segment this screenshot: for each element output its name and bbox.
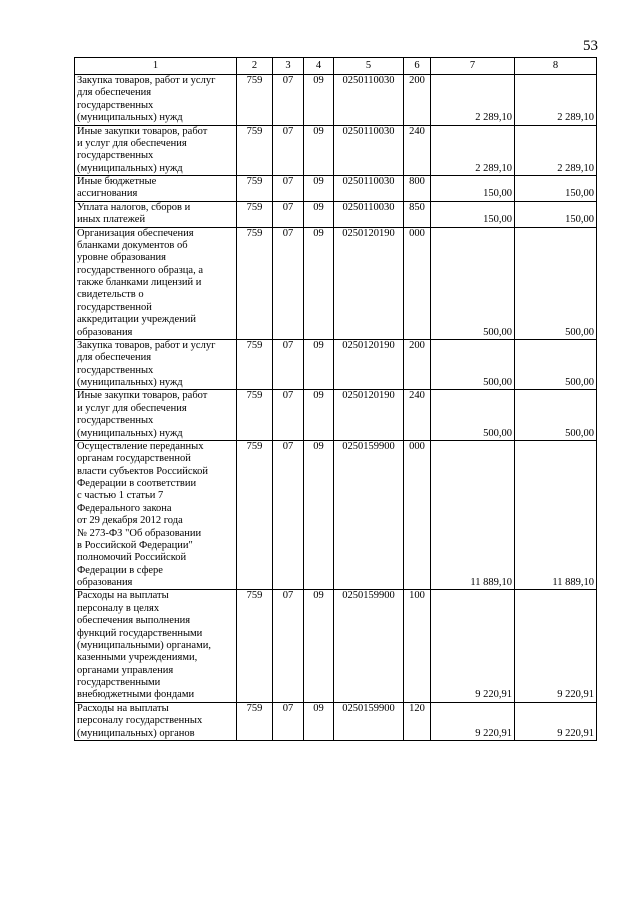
amount-col7: 9 220,91 bbox=[431, 702, 515, 740]
column-header: 1 bbox=[75, 58, 237, 75]
table-row bbox=[75, 75, 597, 126]
table-row bbox=[75, 590, 597, 702]
amount-col7: 500,00 bbox=[431, 390, 515, 441]
table-row bbox=[75, 390, 597, 441]
column-header: 8 bbox=[515, 58, 597, 75]
expenditure-name: Закупка товаров, работ и услуг для обеспечения государственных (муниципальных) нужд bbox=[75, 75, 237, 126]
table-row bbox=[75, 440, 597, 590]
amount-col7: 2 289,10 bbox=[431, 75, 515, 126]
amount-col8: 9 220,91 bbox=[515, 590, 597, 702]
amount-col8: 500,00 bbox=[515, 227, 597, 339]
target-article-code: 0250159900 bbox=[334, 702, 404, 740]
budget-table bbox=[74, 57, 597, 741]
amount-col8: 150,00 bbox=[515, 176, 597, 202]
amount-col7: 9 220,91 bbox=[431, 590, 515, 702]
expense-type-code: 240 bbox=[404, 125, 431, 176]
table-body bbox=[75, 75, 597, 741]
table-row bbox=[75, 125, 597, 176]
expense-type-code: 240 bbox=[404, 390, 431, 441]
subsection-code: 09 bbox=[304, 339, 334, 390]
table-row bbox=[75, 176, 597, 202]
ministry-code: 759 bbox=[237, 227, 273, 339]
table-row bbox=[75, 201, 597, 227]
section-code: 07 bbox=[273, 125, 304, 176]
expense-type-code: 000 bbox=[404, 227, 431, 339]
section-code: 07 bbox=[273, 176, 304, 202]
section-code: 07 bbox=[273, 590, 304, 702]
section-code: 07 bbox=[273, 440, 304, 590]
ministry-code: 759 bbox=[237, 125, 273, 176]
section-code: 07 bbox=[273, 339, 304, 390]
column-header: 2 bbox=[237, 58, 273, 75]
expenditure-name: Организация обеспечения бланками документов об уровне образования государственного образца, а также бланками лицензий и свидетельств о государственной аккредитации учреждений образования bbox=[75, 227, 237, 339]
amount-col8: 500,00 bbox=[515, 339, 597, 390]
amount-col8: 9 220,91 bbox=[515, 702, 597, 740]
section-code: 07 bbox=[273, 227, 304, 339]
section-code: 07 bbox=[273, 201, 304, 227]
ministry-code: 759 bbox=[237, 75, 273, 126]
column-header: 7 bbox=[431, 58, 515, 75]
target-article-code: 0250110030 bbox=[334, 176, 404, 202]
page-number: 53 bbox=[583, 38, 598, 54]
expense-type-code: 200 bbox=[404, 339, 431, 390]
target-article-code: 0250110030 bbox=[334, 201, 404, 227]
target-article-code: 0250120190 bbox=[334, 227, 404, 339]
amount-col7: 2 289,10 bbox=[431, 125, 515, 176]
subsection-code: 09 bbox=[304, 227, 334, 339]
expense-type-code: 120 bbox=[404, 702, 431, 740]
target-article-code: 0250159900 bbox=[334, 440, 404, 590]
section-code: 07 bbox=[273, 390, 304, 441]
target-article-code: 0250120190 bbox=[334, 390, 404, 441]
expense-type-code: 850 bbox=[404, 201, 431, 227]
amount-col7: 500,00 bbox=[431, 227, 515, 339]
expenditure-name: Уплата налогов, сборов и иных платежей bbox=[75, 201, 237, 227]
subsection-code: 09 bbox=[304, 75, 334, 126]
amount-col8: 150,00 bbox=[515, 201, 597, 227]
ministry-code: 759 bbox=[237, 702, 273, 740]
ministry-code: 759 bbox=[237, 590, 273, 702]
target-article-code: 0250110030 bbox=[334, 125, 404, 176]
ministry-code: 759 bbox=[237, 390, 273, 441]
target-article-code: 0250159900 bbox=[334, 590, 404, 702]
amount-col8: 500,00 bbox=[515, 390, 597, 441]
expenditure-name: Расходы на выплаты персоналу в целях обеспечения выполнения функций государственными (муниципальными) органами, казенными учреждениями, органами управления государственными внебюджетными фондами bbox=[75, 590, 237, 702]
amount-col8: 2 289,10 bbox=[515, 75, 597, 126]
section-code: 07 bbox=[273, 702, 304, 740]
target-article-code: 0250120190 bbox=[334, 339, 404, 390]
table-row bbox=[75, 702, 597, 740]
subsection-code: 09 bbox=[304, 201, 334, 227]
subsection-code: 09 bbox=[304, 176, 334, 202]
table-row bbox=[75, 227, 597, 339]
table-header-row bbox=[75, 58, 597, 75]
expenditure-name: Расходы на выплаты персоналу государственных (муниципальных) органов bbox=[75, 702, 237, 740]
amount-col7: 150,00 bbox=[431, 176, 515, 202]
amount-col7: 11 889,10 bbox=[431, 440, 515, 590]
expense-type-code: 200 bbox=[404, 75, 431, 126]
ministry-code: 759 bbox=[237, 339, 273, 390]
expense-type-code: 000 bbox=[404, 440, 431, 590]
column-header: 4 bbox=[304, 58, 334, 75]
subsection-code: 09 bbox=[304, 390, 334, 441]
column-header: 6 bbox=[404, 58, 431, 75]
expenditure-name: Закупка товаров, работ и услуг для обеспечения государственных (муниципальных) нужд bbox=[75, 339, 237, 390]
amount-col8: 11 889,10 bbox=[515, 440, 597, 590]
ministry-code: 759 bbox=[237, 201, 273, 227]
column-header: 5 bbox=[334, 58, 404, 75]
column-header: 3 bbox=[273, 58, 304, 75]
target-article-code: 0250110030 bbox=[334, 75, 404, 126]
ministry-code: 759 bbox=[237, 440, 273, 590]
subsection-code: 09 bbox=[304, 440, 334, 590]
amount-col7: 150,00 bbox=[431, 201, 515, 227]
expense-type-code: 100 bbox=[404, 590, 431, 702]
expenditure-name: Осуществление переданных органам государственной власти субъектов Российской Федерации в соответствии с частью 1 статьи 7 Федерального закона от 29 декабря 2012 года № 273-ФЗ "Об образовании в Российской Федерации" полномочий Российской Федерации в сфере образования bbox=[75, 440, 237, 590]
section-code: 07 bbox=[273, 75, 304, 126]
subsection-code: 09 bbox=[304, 125, 334, 176]
expenditure-name: Иные закупки товаров, работ и услуг для обеспечения государственных (муниципальных) нужд bbox=[75, 390, 237, 441]
expenditure-name: Иные закупки товаров, работ и услуг для обеспечения государственных (муниципальных) нужд bbox=[75, 125, 237, 176]
amount-col7: 500,00 bbox=[431, 339, 515, 390]
expense-type-code: 800 bbox=[404, 176, 431, 202]
subsection-code: 09 bbox=[304, 590, 334, 702]
expenditure-name: Иные бюджетные ассигнования bbox=[75, 176, 237, 202]
subsection-code: 09 bbox=[304, 702, 334, 740]
amount-col8: 2 289,10 bbox=[515, 125, 597, 176]
table-row bbox=[75, 339, 597, 390]
ministry-code: 759 bbox=[237, 176, 273, 202]
